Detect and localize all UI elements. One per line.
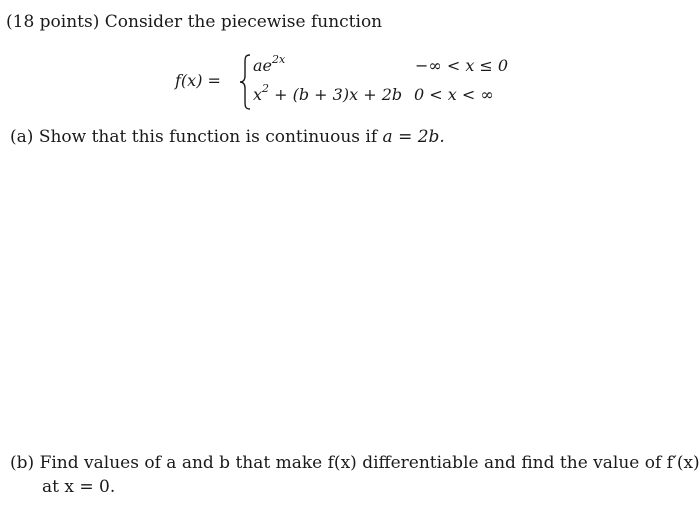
piecewise-formula [175, 54, 535, 112]
case-2-condition: 0 < x < ∞ [414, 85, 494, 104]
part-a-text: Show that this function is continuous if [38, 127, 378, 147]
case-1-condition: −∞ < x ≤ 0 [415, 56, 509, 75]
part-a-question [10, 127, 445, 147]
part-a-condition: a = 2b. [382, 127, 445, 147]
part-b-text-line1: Find values of a and b that make f(x) differentiable and find the value of f′(x) [39, 453, 700, 473]
problem-intro: (18 points) Consider the piecewise function [6, 12, 383, 32]
left-brace [238, 54, 252, 110]
part-b-text-line2: at x = 0. [42, 477, 116, 497]
formula-lhs: f(x) = [175, 71, 221, 90]
case-1-expression: $ae^{2x}$ [253, 52, 286, 75]
case-2-expression: $x^2 + (b + 3)x + 2b$ [253, 81, 403, 104]
part-b-label: (b) [10, 453, 35, 473]
part-a-label: (a) [10, 127, 34, 147]
part-b-question [10, 453, 700, 473]
